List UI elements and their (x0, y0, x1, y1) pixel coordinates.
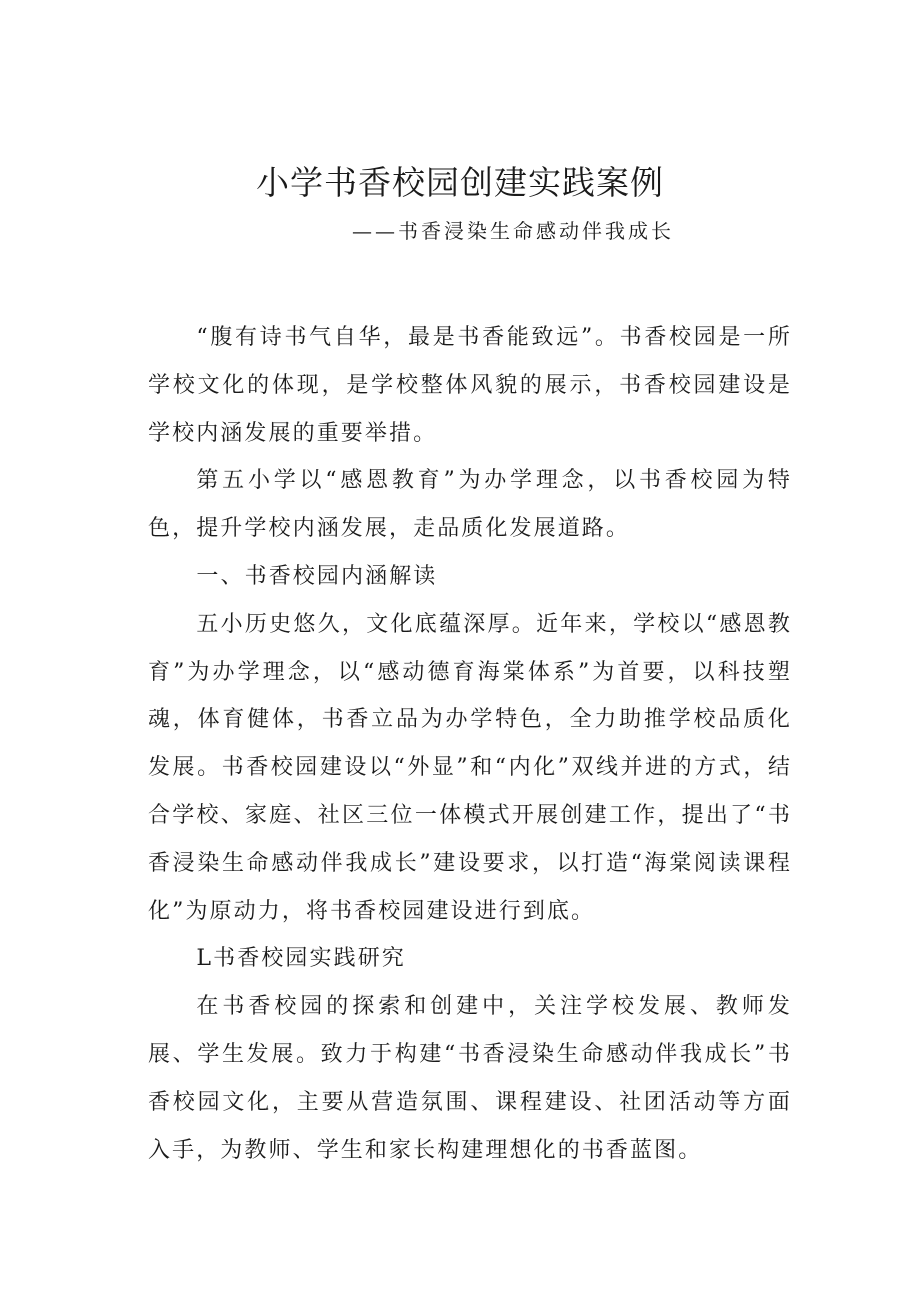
document-title: 小学书香校园创建实践案例 (256, 163, 664, 202)
paragraph-school-philosophy: 第五小学以“感恩教育”为办学理念，以书香校园为特色，提升学校内涵发展，走品质化发展道路。 (148, 468, 792, 542)
section-heading-1: 一、书香校园内涵解读 (196, 563, 438, 589)
paragraph-section-2: 在书香校园的探索和创建中，关注学校发展、教师发展、学生发展。致力于构建“书香浸染生命感动伴我成长”书香校园文化，主要从营造氛围、课程建设、社团活动等方面入手，为教师、学生和家长构建理想化的书香蓝图。 (148, 994, 792, 1163)
section-heading-2: L书香校园实践研究 (196, 946, 406, 972)
document-subtitle: ——书香浸染生命感动伴我成长 (352, 219, 674, 243)
paragraph-intro: “腹有诗书气自华，最是书香能致远”。书香校园是一所学校文化的体现，是学校整体风貌的展示，书香校园建设是学校内涵发展的重要举措。 (148, 325, 792, 446)
paragraph-section-1: 五小历史悠久，文化底蕴深厚。近年来，学校以“感恩教育”为办学理念，以“感动德育海棠体系”为首要，以科技塑魂，体育健体，书香立品为办学特色，全力助推学校品质化发展。书香校园建设以“外显”和“内化”双线并进的方式，结合学校、家庭、社区三位一体模式开展创建工作，提出了“书香浸染生命感动伴我成长”建设要求，以打造“海棠阅读课程化”为原动力，将书香校园建设进行到底。 (148, 611, 792, 924)
document-body (148, 314, 792, 1174)
